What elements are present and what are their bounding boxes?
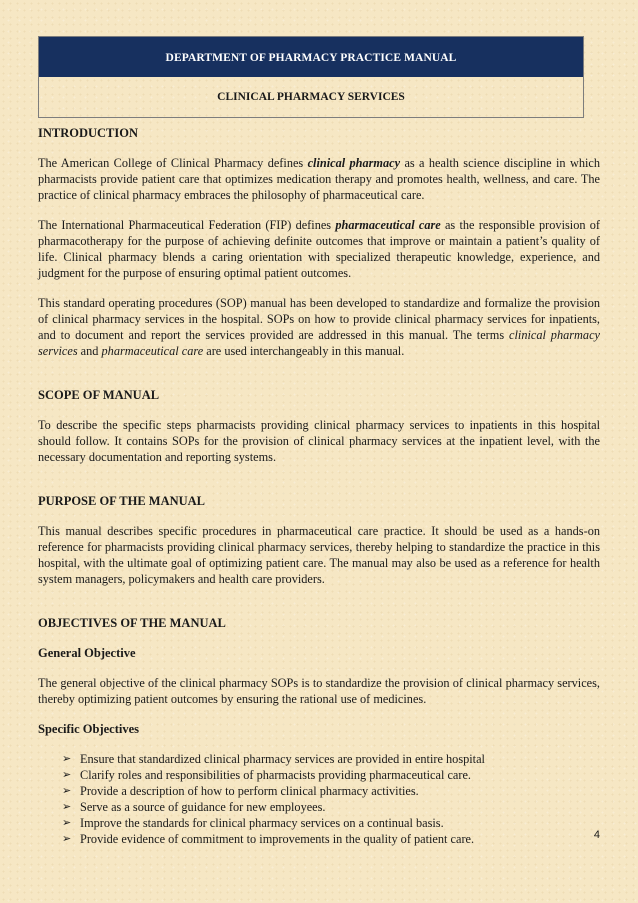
purpose-paragraph: This manual describes specific procedures in pharmaceutical care practice. It should be used as a hands-on reference for pharmacists providing clinical pharmacy services, thereby helping to standardize the practice in this hospital, with the ultimate goal of optimizing patient care. The manual may also be used as a reference for health system managers, policymakers and health care providers. [38,524,600,586]
arrow-bullet-icon: ➢ [62,832,72,845]
arrow-bullet-icon: ➢ [62,768,72,781]
arrow-bullet-icon: ➢ [62,816,72,829]
general-objective-paragraph: The general objective of the clinical pharmacy SOPs is to standardize the provision of clinical pharmacy services, thereby optimizing patient outcomes by ensuring the rational use of medicines. [38,676,600,706]
specific-objectives-list [38,751,600,847]
arrow-bullet-icon: ➢ [62,800,72,813]
list-item: ➢ Improve the standards for clinical pharmacy services on a continual basis. [62,816,444,830]
scope-heading: SCOPE OF MANUAL [38,388,160,402]
scope-paragraph: To describe the specific steps pharmacists providing clinical pharmacy services to inpatients in this hospital should follow. It contains SOPs for the provision of clinical pharmacy services at the inpatient level, with the necessary documentation and reporting systems. [38,418,600,464]
header-title: DEPARTMENT OF PHARMACY PRACTICE MANUAL [39,37,583,77]
introduction-heading: INTRODUCTION [38,126,139,140]
intro-paragraph-1: The American College of Clinical Pharmacy defines clinical pharmacy as a health science discipline in which pharmacists provide patient care that optimizes medication therapy and promotes health, wellness, and care. The practice of clinical pharmacy embraces the philosophy of pharmaceutical care. [38,156,600,202]
general-objective-heading: General Objective [38,646,136,660]
specific-objectives-heading: Specific Objectives [38,722,140,736]
manual-header [38,36,584,118]
arrow-bullet-icon: ➢ [62,784,72,797]
list-item: ➢ Provide a description of how to perform clinical pharmacy activities. [62,784,419,798]
page-number: 4 [593,829,600,841]
list-item: ➢ Clarify roles and responsibilities of pharmacists providing pharmaceutical care. [62,768,471,782]
purpose-heading: PURPOSE OF THE MANUAL [38,494,206,508]
document-body [38,125,600,847]
list-item: ➢ Ensure that standardized clinical pharmacy services are provided in entire hospital [62,752,485,766]
header-subtitle: CLINICAL PHARMACY SERVICES [217,91,405,103]
intro-paragraph-2: The International Pharmaceutical Federation (FIP) defines pharmaceutical care as the responsible provision of pharmacotherapy for the purpose of achieving definite outcomes that improve or maintain a patient’s quality of life. Clinical pharmacy blends a caring orientation with specialized therapeutic knowledge, experience, and judgment for the purpose of ensuring optimal patient outcomes. [38,218,600,280]
list-item: ➢ Serve as a source of guidance for new employees. [62,800,326,814]
intro-paragraph-3: This standard operating procedures (SOP) manual has been developed to standardize and formalize the provision of clinical pharmacy services in the hospital. SOPs on how to provide clinical pharmacy services for inpatients, and to document and report the services provided are addressed in this manual. The terms clinical pharmacy services and pharmaceutical care are used interchangeably in this manual. [38,296,600,358]
objectives-heading: OBJECTIVES OF THE MANUAL [38,616,226,630]
arrow-bullet-icon: ➢ [62,752,72,765]
list-item: ➢ Provide evidence of commitment to improvements in the quality of patient care. [62,832,475,846]
